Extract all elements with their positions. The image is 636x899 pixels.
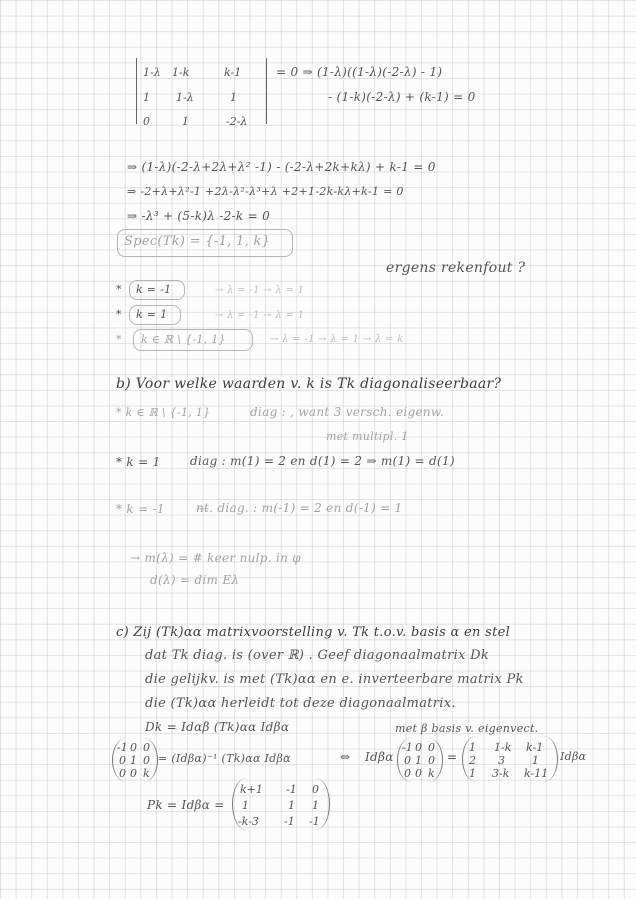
matrix-cell: -1 (117, 741, 128, 754)
part-c-line: die (Tk)αα herleidt tot deze diagonaalmatrix. (145, 696, 456, 711)
matrix-cell: 0 (428, 754, 435, 767)
matrix-cell: 1 (469, 741, 476, 754)
det-cell: 1 (182, 115, 189, 128)
case-text: n̶t̶. diag. : m(-1) = 2 en d(-1) = 1 (196, 501, 403, 515)
step-line: ⇒ -2+λ+λ²-1 +2λ-λ²-λ³+λ +2+1-2k-kλ+k-1 = 0 (127, 185, 404, 198)
det-cell: -2-λ (226, 115, 248, 128)
det-cell: k-1 (224, 66, 242, 79)
equals-symbol: = (447, 750, 458, 764)
matrix-cell: 0 (312, 783, 319, 796)
matrix-cell: 1 (312, 799, 319, 812)
pk-label: Pk = Idβα = (147, 798, 225, 812)
matrix-cell: -k-3 (238, 815, 259, 828)
case-star: * (116, 308, 122, 321)
error-note: ergens rekenfout ? (386, 260, 526, 276)
matrix-cell: 0 (143, 754, 150, 767)
matrix-cell: 0 (428, 741, 435, 754)
case-label: * k = 1 (116, 455, 161, 469)
matrix-cell: 0 (119, 754, 126, 767)
matrix-cell: 1 (130, 754, 137, 767)
id-symbol: Idβα (365, 750, 394, 764)
case-label: k = 1 (136, 308, 168, 321)
case-text: diag : m(1) = 2 en d(1) = 2 ⇒ m(1) = d(1) (190, 454, 455, 468)
matrix-cell: -1 (286, 783, 297, 796)
matrix-cell: -1 (309, 815, 320, 828)
spectrum: Spec(Tk) = {-1, 1, k} (124, 234, 271, 249)
det-cell: 1-λ (176, 91, 194, 104)
case-label: k = -1 (136, 283, 172, 296)
det-cell: 1-k (172, 66, 190, 79)
basis-note: met β basis v. eigenvect. (395, 722, 539, 735)
definition-m: → m(λ) = # keer nulp. in φ (130, 551, 301, 565)
det-rhs-line2: - (1-k)(-2-λ) + (k-1) = 0 (328, 90, 476, 104)
case-star: * (116, 283, 122, 296)
matrix-cell: 0 (415, 741, 422, 754)
matrix-cell: k (428, 767, 435, 780)
matrix-cell: 2 (469, 754, 476, 767)
matrix-cell: 1 (242, 799, 249, 812)
determinant-right-bar (266, 58, 267, 124)
matrix-cell: k-1 (526, 741, 544, 754)
matrix-cell: 1 (469, 767, 476, 780)
matrix-cell: 1 (415, 754, 422, 767)
det-rhs-line1: = 0 ⇒ (1-λ)((1-λ)(-2-λ) - 1) (276, 65, 443, 79)
equivalence-symbol: ⇔ (340, 750, 351, 764)
matrix-cell: 1-k (494, 741, 512, 754)
matrix-cell: 0 (119, 767, 126, 780)
case-result: → λ = -1 → λ = 1 → λ = k (270, 334, 404, 345)
determinant-left-bar (136, 58, 137, 124)
det-cell: 1 (230, 91, 237, 104)
matrix-cell: 0 (415, 767, 422, 780)
case-result: → λ = -1 → λ = 1 (215, 310, 305, 321)
case-label: * k = -1 (116, 502, 165, 516)
matrix-cell: -1 (402, 741, 413, 754)
matrix-cell: -1 (284, 815, 295, 828)
matrix-cell: 0 (130, 741, 137, 754)
part-c-line: dat Tk diag. is (over ℝ) . Geef diagonaalmatrix Dk (145, 648, 490, 663)
matrix-cell: 1 (288, 799, 295, 812)
matrix-cell: 0 (143, 741, 150, 754)
det-cell: 0 (143, 115, 150, 128)
matrix-cell: k-11 (524, 767, 549, 780)
case-label: * k ∈ ℝ \ {-1, 1} (116, 406, 211, 419)
matrix-cell: 3 (498, 754, 505, 767)
det-cell: 1-λ (143, 66, 161, 79)
matrix-cell: 0 (404, 754, 411, 767)
matrix-cell: 1 (532, 754, 539, 767)
definition-d: d(λ) = dim Eλ (150, 573, 240, 587)
part-c-line: die gelijkv. is met (Tk)αα en e. inverteerbare matrix Pk (145, 672, 524, 687)
matrix-cell: 3-k (492, 767, 510, 780)
case-text: diag : , want 3 versch. eigenw. (250, 405, 445, 419)
step-line: ⇒ (1-λ)(-2-λ+2λ+λ² -1) - (-2-λ+2k+kλ) + k-1 = 0 (127, 160, 436, 174)
id-symbol: Idβα (560, 750, 587, 763)
matrix-cell: k+1 (240, 783, 263, 796)
question-b: b) Voor welke waarden v. k is Tk diagonaliseerbaar? (116, 376, 502, 392)
matrix-cell: 0 (404, 767, 411, 780)
matrix-cell: 0 (130, 767, 137, 780)
case-text: met multipl. 1 (326, 430, 409, 443)
similarity-equation: = (Idβα)⁻¹ (Tk)αα Idβα (158, 752, 291, 765)
det-cell: 1 (143, 91, 150, 104)
case-star: * (116, 333, 122, 346)
matrix-cell: k (143, 767, 150, 780)
step-line: ⇒ -λ³ + (5-k)λ -2-k = 0 (127, 209, 271, 223)
case-label: k ∈ ℝ \ {-1, 1} (141, 333, 226, 346)
part-c-line: c) Zij (Tk)αα matrixvoorstelling v. Tk t.o.v. basis α en stel (116, 625, 511, 640)
dk-equation: Dk = Idαβ (Tk)αα Idβα (145, 720, 290, 734)
case-result: → λ = -1 → λ = 1 (215, 285, 305, 296)
